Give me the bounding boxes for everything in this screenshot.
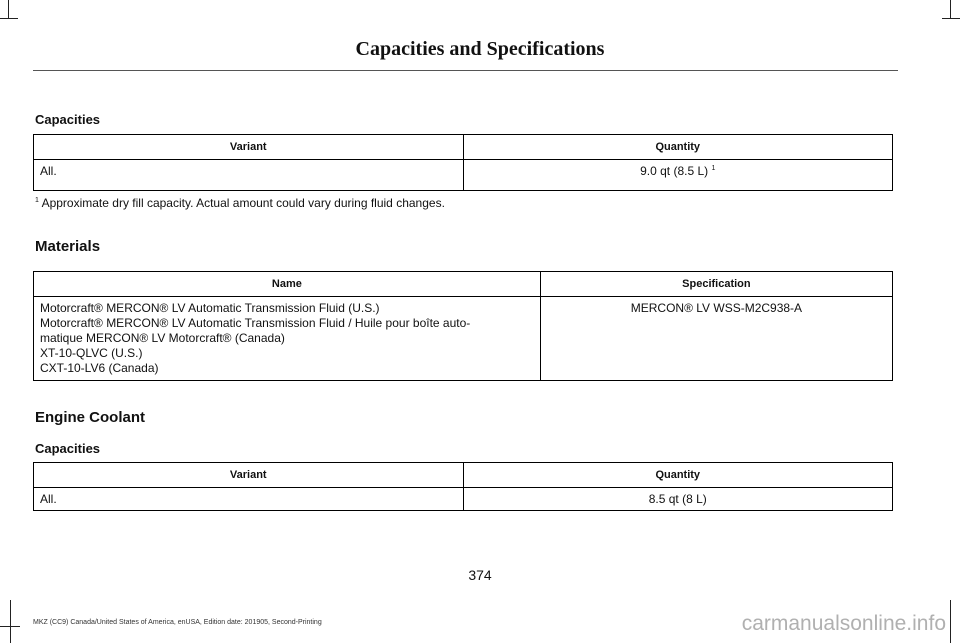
table-row (34, 160, 893, 191)
materials-table (33, 271, 893, 381)
table-header-row (34, 135, 893, 160)
page-title: Capacities and Specifications (355, 38, 605, 60)
quantity-cell (463, 160, 893, 191)
header-rule (33, 70, 898, 71)
table-row (34, 297, 893, 381)
footnote (35, 196, 445, 210)
crop-mark (0, 18, 18, 19)
capacities-table (33, 134, 893, 191)
column-header-specification: Specification (540, 272, 892, 297)
page-number: 374 (468, 567, 492, 583)
column-header-quantity: Quantity (463, 135, 893, 160)
crop-mark (950, 0, 951, 18)
material-name-line: CXT-10-LV6 (Canada) (40, 361, 159, 375)
capacities-heading: Capacities (35, 112, 101, 127)
quantity-value: 9.0 qt (8.5 L) (640, 164, 709, 178)
column-header-quantity: Quantity (463, 463, 893, 488)
crop-mark (0, 626, 20, 627)
variant-cell: All. (34, 488, 464, 511)
material-name-line: XT-10-QLVC (U.S.) (40, 346, 143, 360)
crop-mark (10, 600, 11, 643)
footnote-ref: 1 (711, 165, 716, 172)
crop-mark (8, 0, 9, 18)
footnote-marker: 1 (35, 197, 39, 204)
column-header-name: Name (34, 272, 541, 297)
table-header-row (34, 463, 893, 488)
material-name-line: Motorcraft® MERCON® LV Automatic Transmission Fluid (U.S.) (40, 301, 380, 315)
material-name-line: matique MERCON® LV Motorcraft® (Canada) (40, 331, 285, 345)
column-header-variant: Variant (34, 135, 464, 160)
table-row (34, 488, 893, 511)
variant-cell: All. (34, 160, 464, 191)
edition-footer: MKZ (CC9) Canada/United States of America, enUSA, Edition date: 201905, Second-Printing (33, 619, 322, 626)
coolant-capacities-table (33, 462, 893, 511)
footnote-text: Approximate dry fill capacity. Actual amount could vary during fluid changes. (41, 196, 445, 210)
coolant-capacities-heading: Capacities (35, 441, 101, 456)
crop-mark (942, 18, 960, 19)
engine-coolant-heading: Engine Coolant (35, 409, 145, 426)
crop-mark (950, 600, 951, 643)
quantity-cell: 8.5 qt (8 L) (463, 488, 893, 511)
watermark: carmanualsonline.info (741, 612, 946, 635)
specification-cell: MERCON® LV WSS-M2C938-A (540, 297, 892, 381)
column-header-variant: Variant (34, 463, 464, 488)
materials-heading: Materials (35, 238, 101, 255)
material-name-line: Motorcraft® MERCON® LV Automatic Transmission Fluid / Huile pour boîte auto- (40, 316, 471, 330)
material-name-cell (34, 297, 541, 381)
table-header-row (34, 272, 893, 297)
